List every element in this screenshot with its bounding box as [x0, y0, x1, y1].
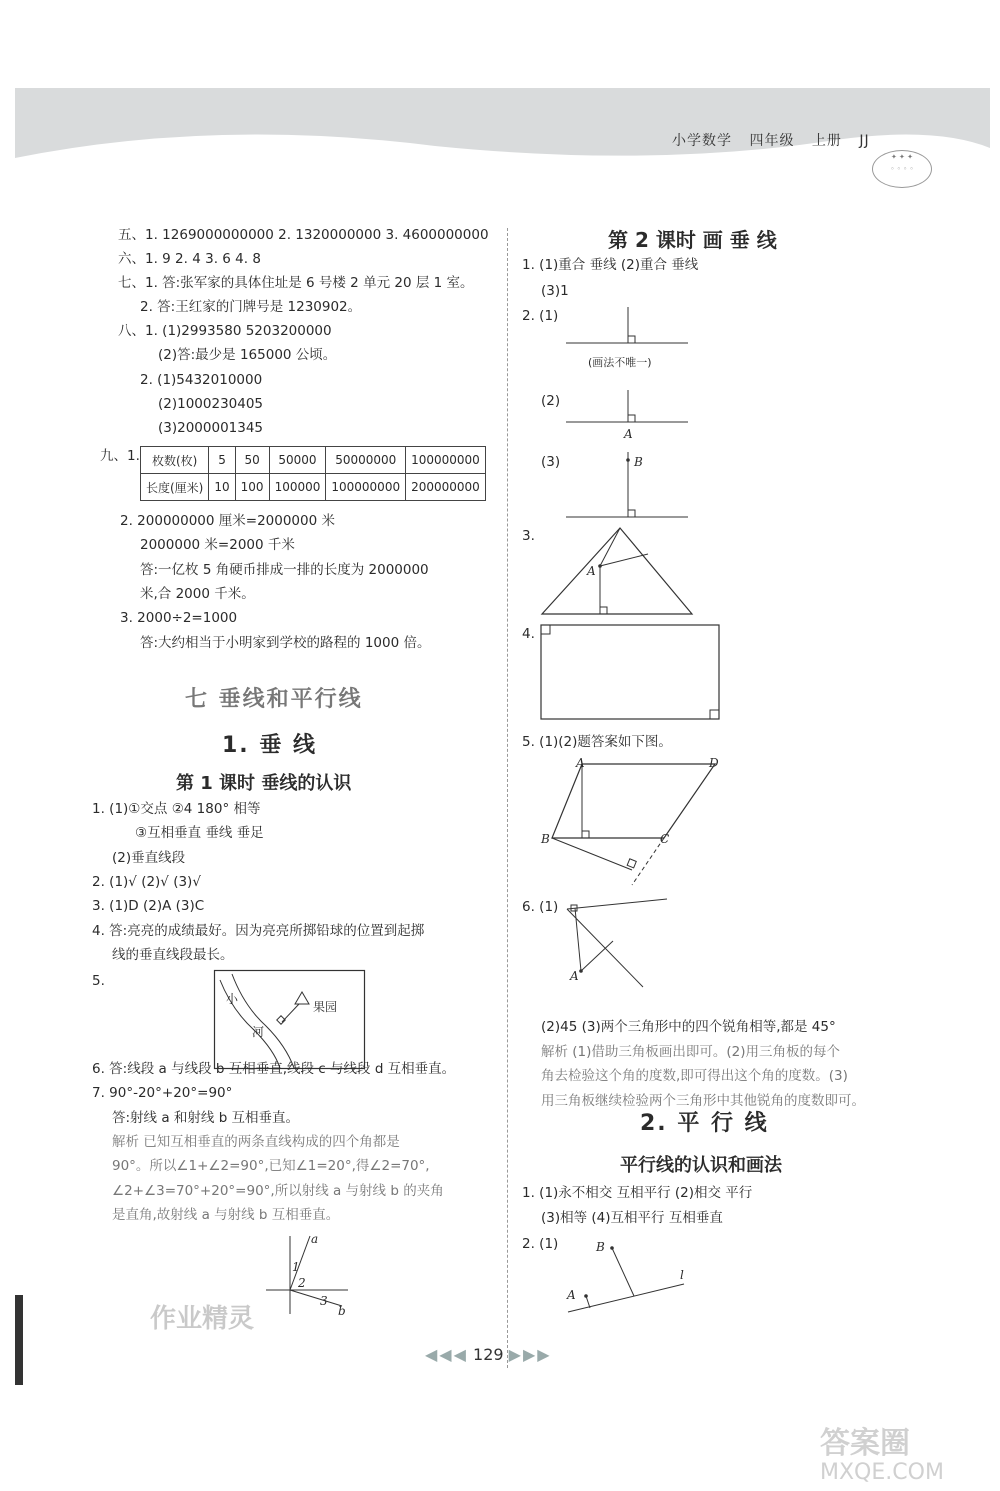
analysis-line: 解析 (1)借助三角板画出即可。(2)用三角板的每个: [541, 1044, 841, 1060]
watermark-logo: 答案圈: [820, 1426, 910, 1461]
table-cell: 10: [209, 474, 235, 501]
next-arrows: ▶▶▶: [508, 1345, 552, 1364]
angle-label-2: 2: [298, 1276, 306, 1290]
answer-line: 2. (1): [522, 1236, 559, 1252]
answer-line: 答:一亿枚 5 角硬币排成一排的长度为 2000000: [140, 562, 429, 578]
angle-label-b: b: [338, 1304, 346, 1318]
answer-line: 5. (1)(2)题答案如下图。: [522, 734, 672, 750]
answer-line: 答:射线 a 和射线 b 互相垂直。: [112, 1110, 300, 1126]
answer-line: (3)2000001345: [158, 420, 264, 436]
table-row: [141, 447, 486, 474]
section2-title: 2. 平 行 线: [640, 1111, 769, 1136]
answer-line: 6. (1): [522, 899, 559, 915]
header-volume: 上册: [811, 133, 842, 149]
answer-line: 2. (1): [522, 308, 559, 324]
line-label-l: l: [680, 1268, 684, 1282]
answer-line: (2)1000230405: [158, 396, 264, 412]
answer-line: 7. 90°-20°+20°=90°: [92, 1085, 233, 1101]
coin-table: [140, 446, 486, 501]
point-label-B: B: [596, 1240, 605, 1254]
answer-line: ③互相垂直 垂线 垂足: [135, 825, 264, 841]
parallelogram-figure: [540, 760, 720, 890]
table-cell: 100: [235, 474, 269, 501]
answer-line: 六、1. 9 2. 4 3. 6 4. 8: [118, 251, 261, 267]
column-divider: [507, 228, 508, 1368]
map-label-river: 河: [252, 1025, 265, 1039]
point-label-A: A: [567, 1288, 576, 1302]
answer-line: 3.: [522, 528, 535, 544]
answer-line: (2)垂直线段: [112, 850, 186, 866]
answer-line: (3)相等 (4)互相平行 互相垂直: [541, 1210, 723, 1226]
answer-line: 八、1. (1)2993580 5203200000: [118, 323, 332, 339]
table-cell: 长度(厘米): [141, 474, 209, 501]
answer-line: 五、1. 1269000000000 2. 1320000000 3. 4600000000: [118, 227, 489, 243]
answer-line: (3): [541, 454, 561, 470]
answer-line: 1. (1)永不相交 互相平行 (2)相交 平行: [522, 1185, 753, 1201]
answer-line: 2. (1)5432010000: [140, 372, 263, 388]
angle-label-3: 3: [320, 1294, 328, 1308]
answer-line: 线的垂直线段最长。: [112, 947, 234, 963]
analysis-line: 是直角,故射线 a 与射线 b 互相垂直。: [112, 1207, 340, 1223]
parallel-figure: [562, 1240, 692, 1320]
analysis-line: ∠2+∠3=70°+20°=90°,所以射线 a 与射线 b 的夹角: [112, 1183, 444, 1199]
answer-line: 2. (1)√ (2)√ (3)√: [92, 874, 201, 890]
point-label-A: A: [624, 427, 633, 441]
answer-line: 九、1.: [100, 448, 140, 464]
answer-line: (3)1: [541, 283, 569, 299]
perpendicular-figure-3: [566, 450, 691, 520]
point-label-B: B: [634, 455, 643, 469]
drawing-note: (画法不唯一): [588, 356, 652, 369]
point-label-C: C: [660, 832, 670, 846]
angle-check-figure: [563, 895, 683, 990]
point-label-A: A: [576, 756, 585, 770]
lesson2-title: 第 2 课时 画 垂 线: [608, 228, 777, 252]
header-subject: 小学数学: [672, 133, 732, 149]
map-label-orchard: 果园: [313, 1000, 338, 1014]
table-cell: 枚数(枚): [141, 447, 209, 474]
table-cell: 5: [209, 447, 235, 474]
watermark-url: MXQE.COM: [820, 1460, 944, 1485]
page-footer: [425, 1345, 552, 1364]
triangle-figure: [540, 522, 695, 617]
river-orchard-figure: [214, 970, 366, 1070]
section-title: 1. 垂 线: [222, 733, 317, 758]
answer-line: 3. (1)D (2)A (3)C: [92, 898, 205, 914]
answer-line: 答:大约相当于小明家到学校的路程的 1000 倍。: [140, 635, 431, 651]
answer-line: (2): [541, 393, 561, 409]
table-cell: 100000: [269, 474, 326, 501]
header-edition: JJ: [859, 133, 870, 149]
table-cell: 100000000: [406, 447, 486, 474]
map-label-river: 小: [226, 992, 239, 1006]
point-label-A: A: [570, 969, 579, 983]
chapter-title: 七 垂线和平行线: [185, 687, 363, 712]
answer-line: 七、1. 答:张军家的具体住址是 6 号楼 2 单元 20 层 1 室。: [118, 275, 474, 291]
lesson-title: 第 1 课时 垂线的认识: [176, 773, 352, 794]
perpendicular-figure-2: [566, 388, 691, 428]
answer-line: 3. 2000÷2=1000: [120, 610, 238, 626]
table-cell: 50000: [269, 447, 326, 474]
answer-line: (2)答:最少是 165000 公顷。: [158, 347, 337, 363]
answer-line: 5.: [92, 973, 105, 989]
lesson3-title: 平行线的认识和画法: [620, 1155, 782, 1176]
answer-line: 2000000 米=2000 千米: [140, 537, 295, 553]
answer-line: 4. 答:亮亮的成绩最好。因为亮亮所掷铅球的位置到起掷: [92, 923, 425, 939]
angle-label-1: 1: [292, 1260, 300, 1274]
table-cell: 100000000: [326, 474, 406, 501]
point-label-D: D: [709, 756, 719, 770]
answer-line: 2. 200000000 厘米=2000000 米: [120, 513, 335, 529]
rectangle-figure: [540, 624, 722, 722]
seal-logo: ✦ ✦ ✦ ◦ ◦ ◦ ◦: [872, 150, 932, 188]
analysis-line: 用三角板继续检验两个三角形中其他锐角的度数即可。: [541, 1093, 865, 1109]
table-cell: 200000000: [406, 474, 486, 501]
answer-line: 1. (1)①交点 ②4 180° 相等: [92, 801, 261, 817]
header-title: [672, 130, 882, 150]
perpendicular-figure-1: [566, 305, 691, 350]
table-row: [141, 474, 486, 501]
point-label-B: B: [541, 832, 550, 846]
stamp-text: 作业精灵: [150, 1304, 255, 1334]
answer-line: 1. (1)重合 垂线 (2)重合 垂线: [522, 257, 699, 273]
analysis-line: 解析 已知互相垂直的两条直线构成的四个角都是: [112, 1134, 400, 1150]
point-label-A: A: [587, 564, 596, 578]
answer-line: (2)45 (3)两个三角形中的四个锐角相等,都是 45°: [541, 1019, 836, 1035]
prev-arrows: ◀◀◀: [425, 1345, 468, 1364]
header-grade: 四年级: [749, 133, 795, 149]
table-cell: 50000000: [326, 447, 406, 474]
analysis-line: 90°。所以∠1+∠2=90°,已知∠1=20°,得∠2=70°,: [112, 1158, 430, 1174]
answer-line: 4.: [522, 626, 535, 642]
answer-line: 米,合 2000 千米。: [140, 586, 255, 602]
answer-line: 6. 答:线段 a 与线段 b 互相垂直,线段 c 与线段 d 互相垂直。: [92, 1061, 456, 1077]
table-cell: 50: [235, 447, 269, 474]
answer-line: 2. 答:王红家的门牌号是 1230902。: [140, 299, 362, 315]
angle-label-a: a: [311, 1232, 319, 1246]
page-number: 129: [473, 1345, 504, 1364]
scan-edge: [15, 1295, 23, 1385]
analysis-line: 角去检验这个角的度数,即可得出这个角的度数。(3): [541, 1068, 848, 1084]
